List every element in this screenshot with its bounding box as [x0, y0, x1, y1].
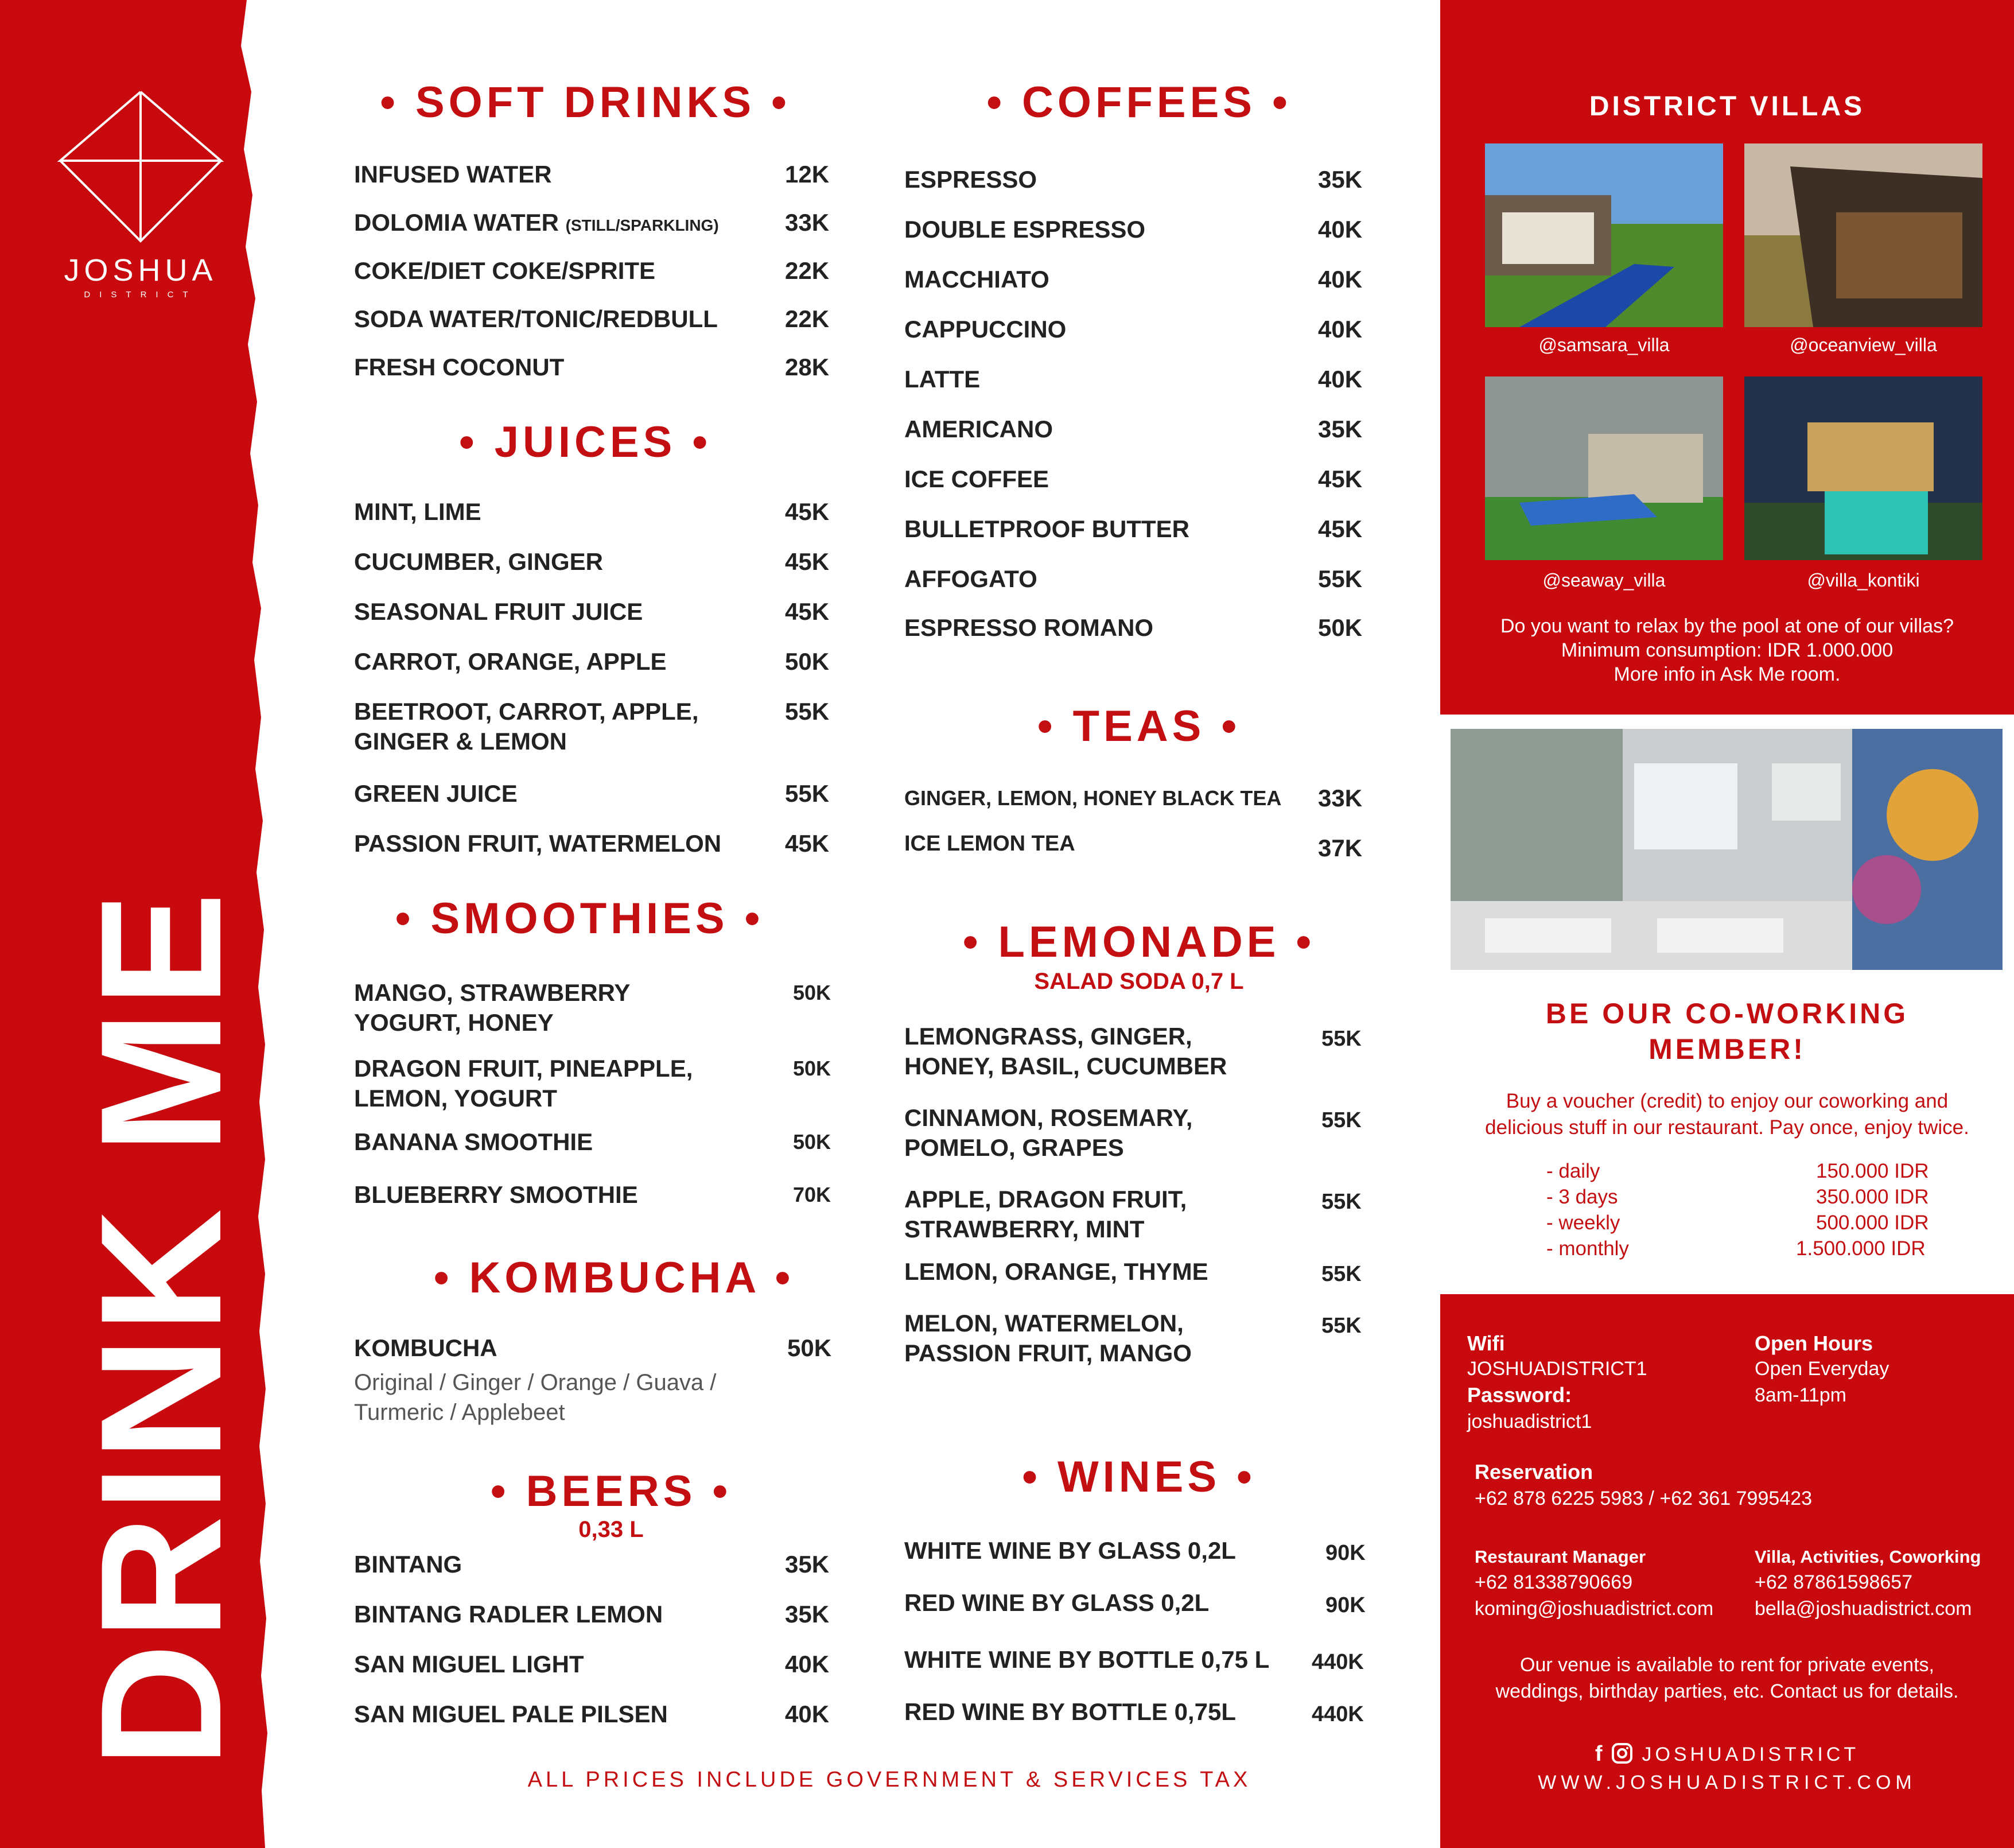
manager-email[interactable]: koming@joshuadistrict.com	[1475, 1598, 1714, 1620]
menu-price: 90K	[1325, 1541, 1366, 1565]
plan-label: - daily	[1546, 1160, 1600, 1182]
menu-item: ESPRESSO ROMANO	[904, 614, 1154, 641]
menu-item: MINT, LIME	[354, 498, 481, 525]
menu-price: 35K	[785, 1601, 830, 1628]
menu-item: SEASONAL FRUIT JUICE	[354, 598, 643, 625]
venue-note: Our venue is available to rent for private events,	[1520, 1654, 1934, 1676]
menu-item: ICE LEMON TEA	[904, 832, 1075, 856]
wifi-label: Wifi	[1467, 1331, 1505, 1355]
menu-item: AMERICANO	[904, 416, 1053, 442]
villa-photo	[1744, 143, 1982, 327]
brand-name: JOSHUA	[64, 253, 217, 288]
menu-price: 440K	[1312, 1702, 1364, 1726]
vertical-title: DRINK ME	[64, 888, 257, 1768]
menu-item: FRESH COCONUT	[354, 354, 565, 381]
menu-price: 35K	[1318, 166, 1363, 193]
menu-item: MANGO, STRAWBERRY YOGURT, HONEY	[354, 979, 631, 1036]
lemonade-title: • LEMONADE •	[962, 918, 1316, 966]
reservation-label: Reservation	[1475, 1460, 1593, 1484]
password-label: Password:	[1467, 1383, 1572, 1407]
menu-item: AFFOGATO	[904, 565, 1037, 592]
menu-item: DRAGON FRUIT, PINEAPPLE, LEMON, YOGURT	[354, 1055, 693, 1112]
menu-price: 12K	[785, 161, 830, 188]
logo-mark-icon	[55, 86, 227, 247]
menu-price: 50K	[787, 1334, 832, 1361]
menu-price: 40K	[785, 1651, 830, 1678]
manager-label: Restaurant Manager	[1475, 1547, 1646, 1567]
social-row[interactable]	[1440, 1742, 2014, 1767]
menu-price: 40K	[785, 1701, 830, 1727]
website-link[interactable]: WWW.JOSHUADISTRICT.COM	[1538, 1772, 1916, 1793]
menu-price: 50K	[793, 981, 831, 1004]
villa-info-line: More info in Ask Me room.	[1613, 663, 1841, 685]
menu-item: SAN MIGUEL PALE PILSEN	[354, 1701, 668, 1727]
menu-price: 35K	[785, 1551, 830, 1578]
menu-item: BEETROOT, CARROT, APPLE, GINGER & LEMON	[354, 698, 699, 755]
menu-item-description: Original / Ginger / Orange / Guava / Turmeric / Applebeet	[354, 1370, 717, 1425]
menu-item: CAPPUCCINO	[904, 316, 1067, 343]
juices-title: • JUICES •	[459, 418, 711, 467]
villa-handle[interactable]: @samsara_villa	[1538, 335, 1670, 355]
menu-item: BINTANG RADLER LEMON	[354, 1601, 663, 1628]
social-handle: JOSHUADISTRICT	[1642, 1744, 1860, 1765]
kombucha-title: • KOMBUCHA •	[433, 1253, 795, 1302]
menu-price: 45K	[785, 498, 830, 525]
coworking-description: Buy a voucher (credit) to enjoy our coworking and	[1506, 1090, 1949, 1112]
menu-item: LEMON, ORANGE, THYME	[904, 1258, 1208, 1285]
menu-price: 55K	[785, 780, 830, 807]
menu-price: 33K	[785, 209, 830, 236]
plan-price: 150.000 IDR	[1816, 1160, 1929, 1182]
menu-item: ESPRESSO	[904, 166, 1037, 193]
smoothies-title: • SMOOTHIES •	[395, 894, 764, 943]
soft-drinks-title: • SOFT DRINKS •	[380, 78, 791, 127]
menu-item: WHITE WINE BY GLASS 0,2L	[904, 1537, 1236, 1564]
menu-price: 70K	[793, 1183, 831, 1206]
menu-price: 33K	[1318, 785, 1363, 812]
menu-item: LATTE	[904, 366, 981, 393]
menu-item: DOUBLE ESPRESSO	[904, 216, 1146, 243]
plan-price: 350.000 IDR	[1816, 1186, 1929, 1208]
coworking-title: BE OUR CO-WORKING MEMBER!	[1545, 997, 1909, 1065]
wifi-name: JOSHUADISTRICT1	[1467, 1358, 1647, 1380]
tax-note: ALL PRICES INCLUDE GOVERNMENT & SERVICES TAX	[527, 1768, 1251, 1792]
villa-photo	[1485, 143, 1723, 327]
villa-contact-email[interactable]: bella@joshuadistrict.com	[1755, 1598, 1972, 1620]
villa-handle[interactable]: @villa_kontiki	[1807, 570, 1920, 591]
venue-note: weddings, birthday parties, etc. Contact us for details.	[1495, 1680, 1959, 1702]
menu-item: LEMONGRASS, GINGER, HONEY, BASIL, CUCUMBER	[904, 1023, 1227, 1080]
menu-price: 22K	[785, 305, 830, 332]
menu-item: APPLE, DRAGON FRUIT, STRAWBERRY, MINT	[904, 1186, 1187, 1243]
menu-price: 55K	[785, 698, 830, 725]
menu-price: 55K	[1321, 1190, 1362, 1214]
beers-subtitle: 0,33 L	[578, 1517, 644, 1542]
menu-price: 50K	[793, 1057, 831, 1080]
menu-item: GREEN JUICE	[354, 780, 518, 807]
villa-info-line: Minimum consumption: IDR 1.000.000	[1561, 639, 1894, 661]
wines-title: • WINES •	[1022, 1453, 1256, 1501]
menu-item: CARROT, ORANGE, APPLE	[354, 648, 667, 675]
lemonade-subtitle: SALAD SODA 0,7 L	[1034, 969, 1244, 994]
villa-photo	[1485, 376, 1723, 560]
beers-title: • BEERS •	[490, 1467, 732, 1516]
villa-info-line: Do you want to relax by the pool at one of our villas?	[1500, 615, 1954, 637]
menu-item: CUCUMBER, GINGER	[354, 548, 604, 575]
manager-phone[interactable]: +62 81338790669	[1475, 1571, 1633, 1593]
instagram-icon[interactable]	[1611, 1742, 1633, 1764]
menu-price: 55K	[1321, 1314, 1362, 1338]
menu-item: COKE/DIET COKE/SPRITE	[354, 257, 656, 284]
villa-contact-phone[interactable]: +62 87861598657	[1755, 1571, 1913, 1593]
facebook-icon[interactable]: f	[1595, 1742, 1603, 1766]
menu-item: DOLOMIA WATER (STILL/SPARKLING)	[354, 209, 719, 236]
villa-contact-label: Villa, Activities, Coworking	[1755, 1547, 1981, 1567]
menu-price: 37K	[1318, 834, 1363, 861]
menu-item: ICE COFFEE	[904, 465, 1049, 492]
menu-item: SODA WATER/TONIC/REDBULL	[354, 305, 718, 332]
menu-price: 55K	[1321, 1262, 1362, 1286]
menu-price: 90K	[1325, 1593, 1366, 1617]
menu-price: 40K	[1318, 266, 1363, 293]
menu-price: 40K	[1318, 316, 1363, 343]
menu-price: 55K	[1321, 1027, 1362, 1051]
villa-photo	[1744, 376, 1982, 560]
menu-item: WHITE WINE BY BOTTLE 0,75 L	[904, 1646, 1270, 1673]
menu-price: 50K	[793, 1130, 831, 1154]
plan-price: 500.000 IDR	[1816, 1212, 1929, 1234]
menu-price: 50K	[1318, 614, 1363, 641]
brand-logo	[55, 86, 227, 300]
menu-item: SAN MIGUEL LIGHT	[354, 1651, 584, 1678]
menu-item: PASSION FRUIT, WATERMELON	[354, 830, 722, 857]
menu-price: 50K	[785, 648, 830, 675]
menu-item: BANANA SMOOTHIE	[354, 1128, 593, 1155]
menu-price: 440K	[1312, 1650, 1364, 1674]
menu-price: 45K	[1318, 515, 1363, 542]
menu-item: BULLETPROOF BUTTER	[904, 515, 1189, 542]
villa-handle[interactable]: @seaway_villa	[1542, 570, 1666, 591]
menu-price: 55K	[1321, 1108, 1362, 1132]
menu-price: 40K	[1318, 216, 1363, 243]
plan-label: - monthly	[1546, 1237, 1629, 1260]
reservation-phones[interactable]: +62 878 6225 5983 / +62 361 7995423	[1475, 1488, 1813, 1509]
menu-price: 40K	[1318, 366, 1363, 393]
coworking-description: delicious stuff in our restaurant. Pay once, enjoy twice.	[1485, 1116, 1969, 1139]
menu-price: 35K	[1318, 416, 1363, 442]
coffees-title: • COFFEES •	[986, 78, 1292, 127]
menu-item: CINNAMON, ROSEMARY, POMELO, GRAPES	[904, 1104, 1193, 1161]
coworking-photo	[1451, 729, 2003, 970]
hours-text: 8am-11pm	[1755, 1384, 1846, 1406]
plan-label: - weekly	[1546, 1212, 1620, 1234]
brand-subtitle: DISTRICT	[84, 290, 197, 300]
menu-price: 45K	[785, 598, 830, 625]
menu-item: MACCHIATO	[904, 266, 1049, 293]
menu-item: MELON, WATERMELON, PASSION FRUIT, MANGO	[904, 1310, 1192, 1366]
menu-price: 45K	[785, 830, 830, 857]
menu-price: 55K	[1318, 565, 1363, 592]
teas-title: • TEAS •	[1037, 702, 1241, 751]
menu-price: 45K	[785, 548, 830, 575]
villa-handle[interactable]: @oceanview_villa	[1790, 335, 1937, 355]
menu-price: 28K	[785, 354, 830, 381]
menu-item: KOMBUCHA	[354, 1334, 497, 1361]
hours-text: Open Everyday	[1755, 1358, 1889, 1380]
menu-item: BINTANG	[354, 1551, 462, 1578]
menu-price: 45K	[1318, 465, 1363, 492]
menu-item: GINGER, LEMON, HONEY BLACK TEA	[904, 786, 1282, 810]
menu-item: RED WINE BY BOTTLE 0,75L	[904, 1698, 1236, 1725]
wifi-password: joshuadistrict1	[1467, 1411, 1592, 1432]
menu-item: BLUEBERRY SMOOTHIE	[354, 1181, 638, 1208]
plan-price: 1.500.000 IDR	[1796, 1237, 1926, 1260]
menu-price: 22K	[785, 257, 830, 284]
hours-label: Open Hours	[1755, 1331, 1873, 1355]
menu-item: RED WINE BY GLASS 0,2L	[904, 1589, 1210, 1616]
plan-label: - 3 days	[1546, 1186, 1618, 1208]
villas-title: DISTRICT VILLAS	[1589, 91, 1865, 122]
menu-item: INFUSED WATER	[354, 161, 552, 188]
